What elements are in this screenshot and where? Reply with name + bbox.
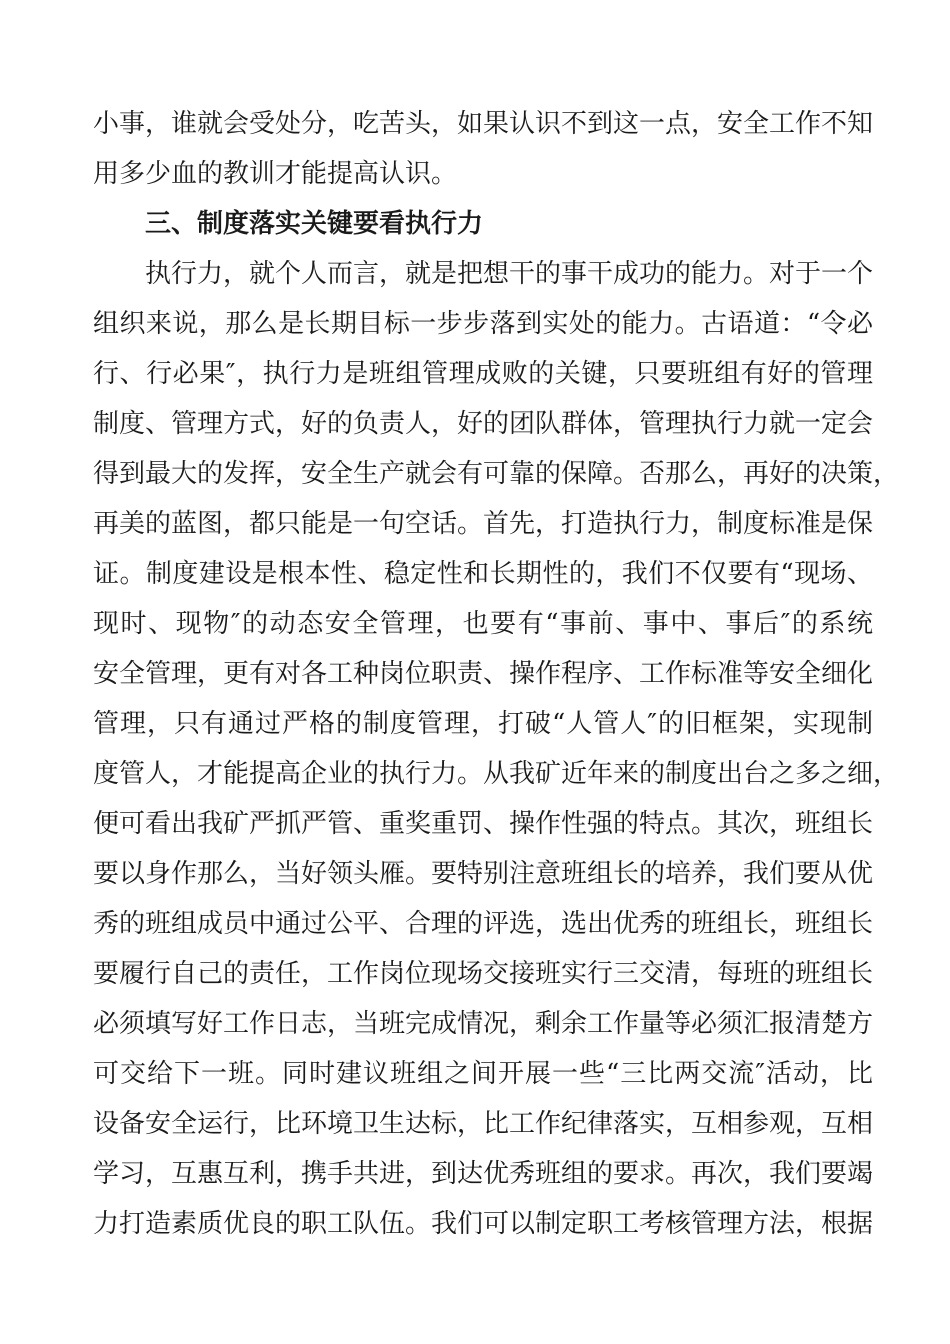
text-line: 要以身作那么，当好领头雁。要特别注意班组长的培养，我们要从优 — [93, 859, 874, 889]
text-line: 度管人，才能提高企业的执行力。从我矿近年来的制度出台之多之细， — [93, 759, 900, 789]
text-line: 制度、管理方式，好的负责人，好的团队群体，管理执行力就一定会 — [93, 409, 874, 439]
text-line: 再美的蓝图，都只能是一句空话。首先，打造执行力，制度标准是保 — [93, 509, 874, 539]
text-line: 便可看出我矿严抓严管、重奖重罚、操作性强的特点。其次，班组长 — [93, 809, 874, 839]
text-line: 组织来说，那么是长期目标一步步落到实处的能力。古语道：“令必 — [93, 309, 873, 339]
text-line: 学习，互惠互利，携手共进，到达优秀班组的要求。再次，我们要竭 — [93, 1159, 874, 1189]
text-line: 可交给下一班。同时建议班组之间开展一些“三比两交流″活动，比 — [93, 1059, 873, 1089]
text-line: 秀的班组成员中通过公平、合理的评选，选出优秀的班组长，班组长 — [93, 909, 874, 939]
text-line: 用多少血的教训才能提高认识。 — [93, 159, 458, 189]
text-line: 安全管理，更有对各工种岗位职责、操作程序、工作标准等安全细化 — [93, 659, 874, 689]
text-line: 证。制度建设是根本性、稳定性和长期性的，我们不仅要有“现场、 — [93, 559, 873, 589]
text-line: 小事，谁就会受处分，吃苦头，如果认识不到这一点，安全工作不知 — [93, 109, 874, 139]
text-line: 必须填写好工作日志，当班完成情况，剩余工作量等必须汇报清楚方 — [93, 1009, 874, 1039]
text-line: 设备安全运行，比环境卫生达标，比工作纪律落实，互相参观，互相 — [93, 1109, 874, 1139]
text-line: 要履行自己的责任，工作岗位现场交接班实行三交清，每班的班组长 — [93, 959, 874, 989]
text-line: 得到最大的发挥，安全生产就会有可靠的保障。否那么，再好的决策， — [93, 459, 900, 489]
text-line: 执行力，就个人而言，就是把想干的事干成功的能力。对于一个 — [145, 259, 874, 289]
section-heading: 三、制度落实关键要看执行力 — [145, 209, 484, 239]
text-line: 管理，只有通过严格的制度管理，打破“人管人″的旧框架，实现制 — [93, 709, 873, 739]
text-line: 现时、现物″的动态安全管理，也要有“事前、事中、事后″的系统 — [93, 609, 873, 639]
text-line: 力打造素质优良的职工队伍。我们可以制定职工考核管理方法，根据 — [93, 1209, 874, 1239]
text-line: 行、行必果″，执行力是班组管理成败的关键，只要班组有好的管理 — [93, 359, 873, 389]
